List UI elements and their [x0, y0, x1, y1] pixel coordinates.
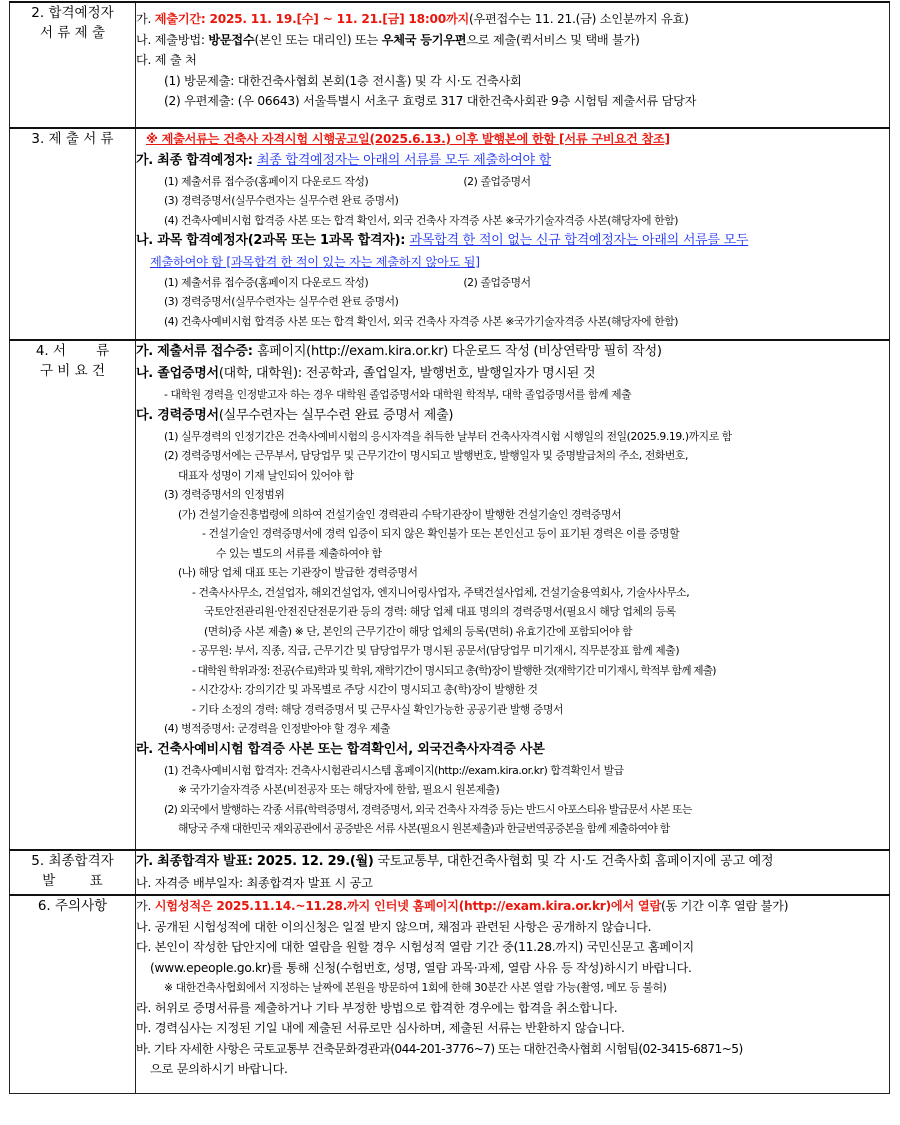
text-line: (4) 건축사예비시험 합격증 사본 또는 합격 확인서, 외국 건축사 자격증 사본 ※국가기술자격증 사본(해당자에 한함) [164, 314, 679, 328]
text-line: 가. 제출서류 접수증: 홈페이지(http://exam.kira.or.kr) 다운로드 작성 (비상연락망 필히 작성) [136, 344, 662, 359]
text-line: 라. 건축사예비시험 합격증 사본 또는 합격확인서, 외국건축사자격증 사본 [136, 741, 545, 757]
text-line: 다. 제 출 처 [136, 53, 197, 67]
section-row-documents [10, 128, 890, 340]
text-line: - 공무원: 부서, 직종, 직급, 근무기간 및 담당업무가 명시된 공문서(담당업무 미기재시, 직무분장표 함께 제출) [192, 644, 680, 657]
text-line: - 건축사사무소, 건설업자, 해외건설업자, 엔지니어링사업자, 주택건설사업체, 건설기술용역회사, 기술사사무소, [192, 585, 690, 599]
text-line: (면허)증 사본 제출) ※ 단, 본인의 근무기간이 해당 업체의 등록(면허) 유효기간에 포함되어야 함 [204, 624, 633, 638]
text-line: 으로 문의하시기 바랍니다. [150, 1062, 288, 1076]
section-body [136, 850, 890, 895]
text-line: 가. 제출기간: 2025. 11. 19.[수] ~ 11. 21.[금] 18:00까지(우편접수는 11. 21.(금) 소인분까지 유효) [136, 12, 689, 26]
section-body [136, 895, 890, 1093]
text-line: (www.epeople.go.kr)를 통해 신청(수험번호, 성명, 열람 과목·과제, 열람 사유 등 작성)하시기 바랍니다. [150, 960, 692, 975]
text-line: - 시간강사: 강의기간 및 과목별로 주당 시간이 명시되고 총(학)장이 발행한 것 [192, 683, 538, 696]
section-label [10, 850, 136, 895]
submission-period: 제출기간: 2025. 11. 19.[수] ~ 11. 21.[금] 18:00까지 [154, 12, 469, 26]
text-line: (2) 경력증명서에는 근무부서, 담당업무 및 근무기간이 명시되고 발행번호, 발행일자 및 증명발급처의 주소, 전화번호, [164, 449, 688, 462]
subject-candidate-note: 과목합격 한 적이 없는 신규 합격예정자는 아래의 서류를 모두 [409, 233, 749, 248]
text-line: (3) 경력증명서(실무수련자는 실무수련 완료 증명서) [164, 295, 399, 308]
section-row-notes [10, 895, 890, 1093]
section-label [10, 128, 136, 340]
text-line: 국토안전관리원·안전진단전문기관 등의 경력: 해당 업체 대표 명의의 경력증명서(필요시 해당 업체의 등록 [204, 605, 676, 618]
text-line: 수 있는 별도의 서류를 제출하여야 함 [216, 546, 382, 560]
text-line: 라. 허위로 증명서류를 제출하거나 기타 부정한 방법으로 합격한 경우에는 합격을 취소합니다. [136, 1000, 618, 1015]
text-line: (2) 우편제출: (우 06643) 서울특별시 서초구 효령로 317 대한건축사회관 9층 시험팀 제출서류 담당자 [164, 94, 697, 108]
section-body [136, 2, 890, 128]
text-line: ※ 대한건축사협회에서 지정하는 날짜에 본원을 방문하여 1회에 한해 30분간 사본 열람 가능(촬영, 메모 등 불허) [164, 981, 667, 994]
text-line: (가) 건설기술진흥법령에 의하여 건설기술인 경력관리 수탁기관장이 발행한 건설기술인 경력증명서 [178, 507, 622, 521]
text-line: 다. 본인이 작성한 답안지에 대한 열람을 원할 경우 시험성적 열람 기간 중(11.28.까지) 국민신문고 홈페이지 [136, 940, 694, 954]
text-line [136, 129, 889, 150]
section-label-line: 6. 주의사항 [37, 898, 108, 914]
section-label-line: 2. 합격예정자 [31, 5, 114, 21]
section-label [10, 2, 136, 128]
text-line: - 건설기술인 경력증명서에 경력 입증이 되지 않은 확인불가 또는 본인신고 등이 표기된 경력은 이를 증명할 [202, 527, 680, 540]
text-line: (1) 방문제출: 대한건축사협회 본회(1층 전시홀) 및 각 시·도 건축사회 [164, 73, 522, 88]
section-label-line: 발 표 [42, 873, 103, 889]
text-line: 나. 제출방법: 방문접수(본인 또는 대리인) 또는 우체국 등기우편으로 제출(퀵서비스 및 택배 불가) [136, 32, 640, 47]
section-label-line: 3. 제 출 서 류 [31, 131, 114, 147]
text-line: 나. 공개된 시험성적에 대한 이의신청은 일절 받지 않으며, 채점과 관련된 사항은 공개하지 않습니다. [136, 919, 652, 934]
text-line: 바. 기타 자세한 사항은 국토교통부 건축문화경관과(044-201-3776~7) 또는 대한건축사협회 시험팀(02-3415-6871~5) [136, 1041, 743, 1056]
text-line: - 대학원 학위과정: 전공(수료)학과 및 학위, 재학기간이 명시되고 총(학)장이 발행한 것(재학기간 미기재시, 학적부 함께 제출) [192, 663, 716, 677]
text-line: (3) 경력증명서의 인정범위 [164, 488, 285, 501]
text-line: (1) 건축사예비시험 합격자: 건축사시험관리시스템 홈페이지(http://exam.kira.or.kr) 합격확인서 발급 [164, 763, 624, 777]
section-label-line: 서 류 제 출 [39, 25, 106, 41]
section-label [10, 340, 136, 850]
text-line: 가. 시험성적은 2025.11.14.~11.28.까지 인터넷 홈페이지(http://exam.kira.or.kr)에서 열람(동 기간 이후 열람 불가) [136, 899, 789, 913]
text-line: ※ 국가기술자격증 사본(비전공자 또는 해당자에 한함, 필요시 원본제출) [178, 783, 500, 796]
text-line: 가. 최종 합격예정자: 최종 합격예정자는 아래의 서류를 모두 제출하여야 함 [136, 152, 552, 168]
score-viewing-period: 시험성적은 2025.11.14.~11.28.까지 인터넷 홈페이지(http://exam.kira.or.kr)에서 열람 [154, 899, 661, 913]
section-row-submission [10, 2, 890, 128]
text-line: 제출하여야 함 [과목합격 한 적이 있는 자는 제출하지 않아도 됨] [150, 255, 480, 269]
section-body [136, 128, 890, 340]
text-line: 나. 과목 합격예정자(2과목 또는 1과목 합격자): 과목합격 한 적이 없는 신규 합격예정자는 아래의 서류를 모두 [136, 233, 749, 248]
text-line: 마. 경력심사는 지정된 기일 내에 제출된 서류로만 심사하며, 제출된 서류는 반환하지 않습니다. [136, 1021, 625, 1035]
text-line: 나. 졸업증명서(대학, 대학원): 전공학과, 졸업일자, 발행번호, 발행일자가 명시된 것 [136, 366, 596, 381]
text-line: (4) 건축사예비시험 합격증 사본 또는 합격 확인서, 외국 건축사 자격증 사본 ※국가기술자격증 사본(해당자에 한함) [164, 213, 679, 227]
text-line: - 대학원 경력을 인정받고자 하는 경우 대학원 졸업증명서와 대학원 학적부, 대학 졸업증명서를 함께 제출 [164, 388, 632, 401]
documents-notice: ※ 제출서류는 건축사 자격시험 시행공고일(2025.6.13.) 이후 발행본에 한함 [서류 구비요건 참조] [146, 132, 670, 146]
text-line: (1) 제출서류 접수증(홈페이지 다운로드 작성) (2) 졸업증명서 [164, 174, 531, 188]
text-line: (나) 해당 업체 대표 또는 기관장이 발급한 경력증명서 [178, 566, 418, 579]
text-line: (4) 병적증명서: 군경력을 인정받아야 할 경우 제출 [164, 722, 391, 735]
text-line: 해당국 주재 대한민국 재외공관에서 공증받은 서류 사본(필요시 원본제출)과 한글번역공증본을 함께 제출하여야 함 [178, 822, 670, 835]
section-label-line: 4. 서 류 [35, 343, 110, 359]
section-row-requirements [10, 340, 890, 850]
text-line: (1) 제출서류 접수증(홈페이지 다운로드 작성) (2) 졸업증명서 [164, 275, 531, 289]
text-line: (1) 실무경력의 인정기간은 건축사예비시험의 응시자격을 취득한 날부터 건축사자격시험 시행일의 전일(2025.9.19.)까지로 함 [164, 429, 732, 443]
section-label [10, 895, 136, 1093]
section-label-line: 5. 최종합격자 [31, 853, 114, 869]
text-line: - 기타 소정의 경력: 해당 경력증명서 및 근무사실 확인가능한 공공기관 발행 증명서 [192, 702, 564, 716]
text-line: (2) 외국에서 발행하는 각종 서류(학력증명서, 경력증명서, 외국 건축사 자격증 등)는 반드시 아포스티유 발급문서 사본 또는 [164, 802, 692, 816]
text-line: 다. 경력증명서(실무수련자는 실무수련 완료 증명서 제출) [136, 407, 454, 423]
final-candidate-note: 최종 합격예정자는 아래의 서류를 모두 제출하여야 함 [256, 152, 552, 168]
text-line: 나. 자격증 배부일자: 최종합격자 발표 시 공고 [136, 876, 373, 890]
text-line: 가. 최종합격자 발표: 2025. 12. 29.(월) 국토교통부, 대한건축사협회 및 각 시·도 건축사회 홈페이지에 공고 예정 [136, 854, 774, 869]
notice-table [9, 1, 890, 1094]
section-label-line: 구 비 요 건 [39, 363, 106, 379]
text-line: 대표자 성명이 기재 날인되어 있어야 함 [178, 468, 354, 482]
text-line: (3) 경력증명서(실무수련자는 실무수련 완료 증명서) [164, 194, 399, 207]
section-row-announcement [10, 850, 890, 895]
section-body [136, 340, 890, 850]
